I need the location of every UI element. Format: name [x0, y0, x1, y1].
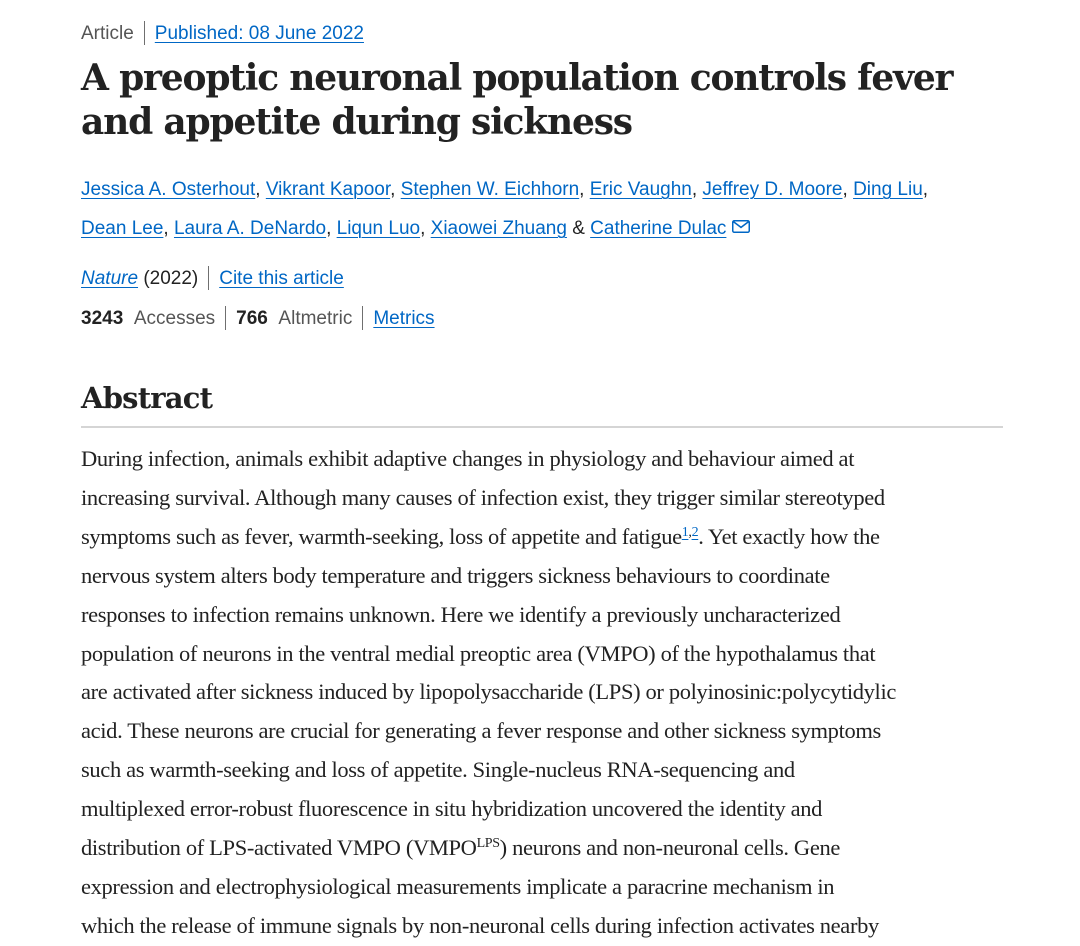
metrics-divider [362, 306, 363, 330]
abstract-line: symptoms such as fever, warmth-seeking, loss of appetite and fatigue$^{1,2}$. Yet exactly how the [81, 523, 880, 549]
author-link[interactable]: Jeffrey D. Moore [702, 179, 843, 200]
corresponding-author-link[interactable]: Catherine Dulac [590, 218, 727, 239]
author-link[interactable]: Laura A. DeNardo [173, 218, 327, 239]
altmetric-label: Altmetric [278, 308, 353, 329]
cite-article-link[interactable]: Cite this article [219, 268, 344, 289]
reference-link-2[interactable]: 2 [691, 524, 699, 540]
meta-divider [208, 266, 209, 290]
abstract-line: are activated after sickness induced by lipopolysaccharide (LPS) or polyinosinic:polycytidylic [81, 679, 896, 705]
author-link[interactable]: Dean Lee [81, 218, 164, 239]
abstract-line: multiplexed error-robust fluorescence in situ hybridization uncovered the identity and [81, 796, 823, 822]
abstract-line: such as warmth-seeking and loss of appetite. Single-nucleus RNA-sequencing and [81, 757, 795, 783]
accesses-count: 3243 [81, 308, 124, 329]
article-type: Article [81, 23, 134, 44]
reference-superscript: 1,2 [681, 524, 699, 540]
abstract-line: distribution of LPS-activated VMPO $(VMPO^{LPS})$ neurons and non-neuronal cells. Gene [81, 835, 841, 861]
abstract-text [81, 440, 1003, 946]
author-link[interactable]: Stephen W. Eichhorn [400, 179, 580, 200]
author-link[interactable]: Eric Vaughn [589, 179, 692, 200]
publication-year: (2022) [143, 268, 199, 289]
abstract-line: During infection, animals exhibit adaptive changes in physiology and behaviour aimed at [81, 446, 855, 471]
abstract-line: increasing survival. Although many causes of infection exist, they trigger similar stereotyped [81, 484, 885, 510]
abstract-divider [81, 426, 1003, 428]
author-link[interactable]: Vikrant Kapoor [265, 179, 391, 200]
abstract-line: responses to infection remains unknown. Here we identify a previously uncharacterized [81, 601, 841, 627]
published-date-link[interactable]: Published: 08 June 2022 [154, 23, 364, 44]
envelope-icon[interactable] [732, 220, 750, 233]
journal-citation [81, 266, 344, 292]
article-title: A preoptic neuronal population controls fever and appetite during sickness [81, 57, 953, 143]
journal-link[interactable]: Nature [81, 268, 139, 289]
abstract-line: expression and electrophysiological measurements implicate a paracrine mechanism in [81, 873, 835, 899]
author-link[interactable]: Jessica A. Osterhout [81, 179, 256, 200]
author-list: Jessica A. Osterhout, Vikrant Kapoor, Stephen W. Eichhorn, Eric Vaughn, Jeffrey D. Moore, Ding Liu, Dean Lee, Laura A. DeNardo, Liqun Luo, Xiaowei Zhuang & Catherine Dulac [81, 179, 929, 239]
vmpo-lps-superscript: LPS [476, 836, 500, 852]
author-link[interactable]: Liqun Luo [336, 218, 421, 239]
article-meta [81, 21, 364, 47]
abstract-heading: Abstract [81, 381, 213, 415]
altmetric-count: 766 [236, 308, 268, 329]
abstract-line: which the release of immune signals by non-neuronal cells during infection activates nearby [81, 912, 879, 938]
abstract-line: acid. These neurons are crucial for generating a fever response and other sickness symptoms [81, 718, 881, 744]
metrics-link[interactable]: Metrics [373, 308, 435, 329]
author-link[interactable]: Ding Liu [853, 179, 923, 200]
article-metrics [81, 306, 435, 332]
reference-link-1[interactable]: 1 [681, 524, 689, 540]
abstract-line: population of neurons in the ventral medial preoptic area (VMPO) of the hypothalamus that [81, 640, 876, 666]
meta-divider [144, 21, 145, 45]
author-link[interactable]: Xiaowei Zhuang [430, 218, 567, 239]
accesses-label: Accesses [133, 308, 216, 329]
metrics-divider [225, 306, 226, 330]
abstract-line: nervous system alters body temperature and triggers sickness behaviours to coordinate [81, 562, 830, 588]
